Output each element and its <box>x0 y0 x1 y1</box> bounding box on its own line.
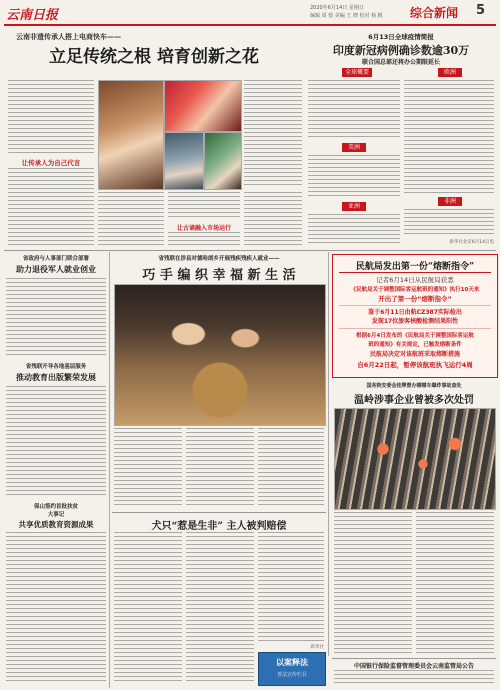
divider-center-col <box>328 252 329 656</box>
aviation-line-2: 《民航局关于调整国际客运航班的通知》执行10天来 <box>350 287 480 293</box>
aviation-line-5: 发现17位旅客核酸检测结果阳性 <box>371 318 459 325</box>
pandemic-side-head-1: 全球概要 <box>342 68 372 77</box>
bottom-notice <box>332 658 496 688</box>
pandemic-side-head-2: 美洲 <box>342 143 366 152</box>
state-council-body-2 <box>416 512 494 654</box>
state-council-story <box>332 382 496 656</box>
pandemic-side-head-3: 亚洲 <box>342 202 366 211</box>
editor-line: 编辑 周 蓉 美编 王 晓 校对 杨 帆 <box>310 13 383 19</box>
dog-headline: 犬只“惹是生非” 主人被判赔偿 <box>151 521 287 532</box>
state-council-kicker: 国务院安委会挂牌督办哪哪车爆炸事故查处 <box>366 383 462 389</box>
share-headline: 共享优质教育资源成果 <box>18 520 94 529</box>
bottom-headline: 中国银行保险监督管理委员会云南监管局公告 <box>353 663 474 670</box>
aviation-rule-2 <box>339 305 491 306</box>
aviation-line-3: 开出了第一份“熔断指令” <box>378 295 452 303</box>
dog-rule <box>112 512 326 513</box>
pandemic-headline: 印度新冠病例确诊数逾30万 <box>332 44 470 57</box>
pandemic-col-1 <box>308 80 400 140</box>
edu-body <box>6 386 106 496</box>
aviation-line-4: 鉴于6月11日由航CZ387实际检出 <box>368 309 462 316</box>
state-council-headline: 温岭涉事企业曾被多次处罚 <box>354 395 474 406</box>
aviation-box <box>332 254 498 378</box>
lead-body-col-2b <box>168 192 240 220</box>
employment-body <box>6 278 106 356</box>
pandemic-side-head-4: 非洲 <box>438 197 462 206</box>
edu-story <box>4 362 108 498</box>
lead-body-col-1 <box>8 80 94 154</box>
lead-photo-4 <box>204 132 242 190</box>
weaving-photo <box>114 284 326 426</box>
pandemic-col-2 <box>404 80 494 194</box>
legal-ad-label: 以案释法 <box>276 658 308 667</box>
divider-top <box>4 250 496 251</box>
employment-kicker: 省政府与人事部门联合部署 <box>22 256 89 262</box>
lead-photo-2 <box>164 80 242 132</box>
lead-body-col-3 <box>244 80 302 188</box>
weaving-kicker: 省残联在涉县对德哈朗乡开展残疾残疾人就业—— <box>158 256 280 262</box>
pandemic-side-head-5: 欧洲 <box>438 68 462 77</box>
lead-photo-3 <box>164 132 204 190</box>
lead-story <box>4 30 304 250</box>
pandemic-subhead: 联合国总部还将办公期限延长 <box>361 59 440 66</box>
pandemic-source: 新华社北京6月14日电 <box>449 240 494 245</box>
bottom-body <box>334 670 494 686</box>
share-kicker: 保山签约首批扶贫 <box>33 504 78 510</box>
weaving-story <box>112 254 326 508</box>
aviation-line-1: 记者6月14日从民航局获悉 <box>376 276 454 284</box>
dog-body-1 <box>114 532 182 682</box>
bottom-rule <box>332 658 496 659</box>
pandemic-story <box>306 30 496 248</box>
aviation-rule-3 <box>339 328 491 329</box>
aviation-line-7: 班的通知》有关规定，已触发熔断条件 <box>368 342 462 348</box>
lead-subhead-2: 让古诵融入市场运行 <box>176 225 231 232</box>
legal-ad-box <box>258 652 326 686</box>
weaving-body-1 <box>114 428 182 506</box>
aviation-line-9: 自6月22日起，暂停该航班执飞运行4周 <box>357 361 473 369</box>
state-council-photo <box>334 408 496 510</box>
pandemic-col-2b <box>404 209 494 237</box>
legal-ad-sub: 普法宣传栏目 <box>276 672 307 678</box>
masthead <box>0 0 500 30</box>
section-name: 综合新闻 <box>410 6 459 20</box>
lead-photo-1 <box>98 80 164 190</box>
lead-body-col-4 <box>244 192 302 248</box>
aviation-headline: 民航局发出第一份“熔断指令” <box>355 262 475 272</box>
dog-body-3 <box>258 532 324 642</box>
weaving-body-3 <box>258 428 324 506</box>
weaving-body-2 <box>186 428 254 506</box>
edu-headline: 推动教育出版繁荣发展 <box>16 372 96 382</box>
lead-body-col-2 <box>98 192 164 248</box>
aviation-line-6: 根据6月4日发布的《民航局关于调整国际客运航 <box>356 333 474 339</box>
aviation-rule <box>339 272 491 273</box>
aviation-line-8: 民航局决定对该航班采取熔断措施 <box>369 351 460 358</box>
lead-headline: 立足传统之根 培育创新之花 <box>49 47 259 67</box>
share-story <box>4 502 108 686</box>
share-kicker-2: 大事记 <box>47 512 65 518</box>
date-line: 2020年6月14日 星期日 <box>310 5 364 11</box>
lead-body-col-1b <box>8 168 94 248</box>
lead-kicker: 云南非遗传承人搭上电商快车—— <box>16 33 121 41</box>
masthead-rule <box>4 24 496 26</box>
lead-body-col-2c <box>168 232 240 248</box>
share-body <box>6 532 106 684</box>
masthead-logo: 云南日报 <box>6 8 59 23</box>
dog-body-2 <box>186 532 254 682</box>
pandemic-kicker: 6月13日全球疫情简报 <box>368 33 434 41</box>
pandemic-col-1b <box>308 155 400 199</box>
state-council-body-1 <box>334 512 412 654</box>
dog-byline: 新华社 <box>310 645 324 650</box>
page-number: 5 <box>476 3 486 18</box>
pandemic-col-1c <box>308 214 400 246</box>
employment-story <box>4 254 108 358</box>
lead-subhead-1: 让传承人为自己代言 <box>21 159 81 167</box>
dog-story <box>112 512 326 686</box>
weaving-headline: 巧 手 编 织 幸 福 新 生 活 <box>142 268 296 283</box>
divider-left-col <box>109 252 110 688</box>
employment-headline: 助力退役军人就业创业 <box>16 264 96 274</box>
edu-kicker: 省残联开导各地基层服务 <box>25 364 87 370</box>
